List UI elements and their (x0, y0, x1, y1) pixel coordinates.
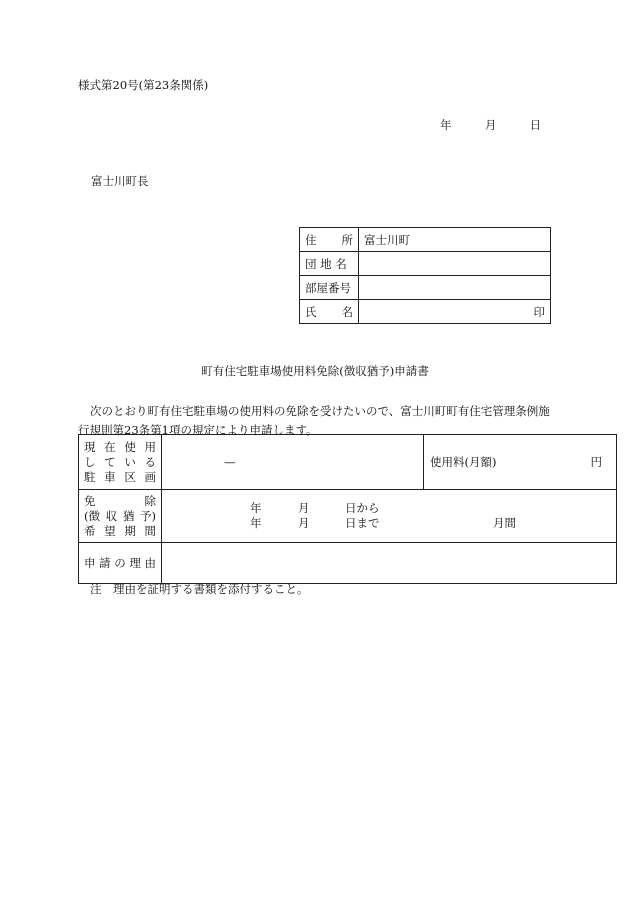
fee-unit: 円 (590, 455, 602, 469)
addressee: 富士川町長 (91, 174, 149, 188)
body-line-1: 次のとおり町有住宅駐車場の使用料の免除を受けたいので、富士川町町有住宅管理条例施 (90, 404, 550, 418)
period-start-year: 年 (250, 501, 262, 515)
exemption-period-field[interactable] (162, 490, 617, 543)
parking-space-field[interactable]: — (162, 435, 424, 490)
complex-field[interactable] (359, 252, 551, 276)
period-start-suffix: 日から (345, 501, 380, 515)
document-title: 町有住宅駐車場使用料免除(徴収猶予)申請書 (201, 364, 429, 378)
reason-label: 申 請 の 理 由 (79, 543, 162, 584)
address-label: 住 所 (300, 228, 359, 252)
complex-label: 団 地 名 (300, 252, 359, 276)
address-field[interactable]: 富士川町 (359, 228, 551, 252)
room-label: 部屋番号 (300, 276, 359, 300)
seal-mark: 印 (533, 304, 545, 319)
period-months: 月間 (493, 516, 516, 530)
period-end-suffix: 日まで (345, 516, 380, 530)
name-label: 氏 名 (300, 300, 359, 324)
name-field[interactable] (359, 300, 551, 324)
period-end-month: 月 (298, 516, 310, 530)
fee-field[interactable] (424, 435, 617, 490)
date-year: 年 (440, 118, 452, 132)
note: 注 理由を証明する書類を添付すること。 (90, 582, 309, 596)
room-field[interactable] (359, 276, 551, 300)
body-line-2: 行規則第23条第1項の規定により申請します。 (78, 423, 318, 437)
period-start-month: 月 (298, 501, 310, 515)
form-number: 様式第20号(第23条関係) (78, 78, 209, 92)
parking-space-label: 現 在 使 用 し て い る 駐 車 区 画 (79, 435, 162, 490)
period-end-year: 年 (250, 516, 262, 530)
application-table (78, 434, 617, 584)
date-day: 日 (529, 118, 542, 132)
exemption-period-label: 免 除 (徴 収 猶 予) 希 望 期 間 (79, 490, 162, 543)
fee-label: 使用料(月額) (430, 455, 497, 469)
applicant-table (299, 227, 551, 324)
date-month: 月 (484, 118, 497, 132)
date-line (440, 120, 541, 132)
reason-field[interactable] (162, 543, 617, 584)
